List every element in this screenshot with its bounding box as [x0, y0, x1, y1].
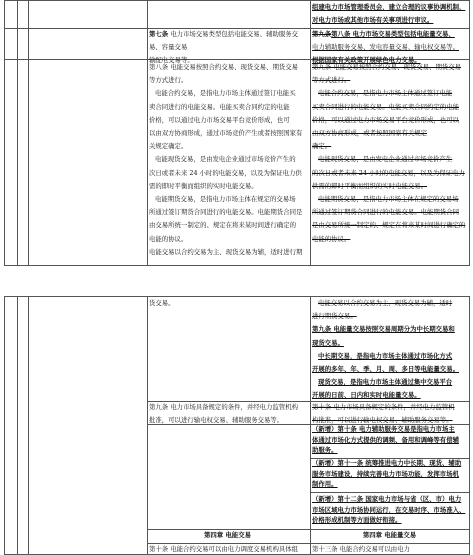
art8-right-line-4: 买卖合同进行的电能交易。电能买卖合同约定的电能 [312, 102, 459, 111]
art9-new-line-1: 第九条 电能量交易按照交易周期分为中长期交易和 [312, 325, 455, 334]
mid-long-line-1: 中长期交易，是指电力市场主体通过市场化方式 [318, 351, 453, 360]
art8-left-line-1: 第八条 电能交易按照合约交易、现货交易、期货交易 [149, 63, 299, 71]
art9-left [146, 400, 309, 423]
cont-right-line-2: 进行期货交易。 [312, 312, 357, 321]
mid-long-line-2: 开展的多年、年、季、月、周、多日等电能量交易。 [312, 365, 459, 374]
art8-left-line-9: 次日或者未来 24 小时的电能交易，以及为保证电力供 [149, 168, 302, 177]
cont-left [146, 296, 309, 400]
art8-right-line-11: 电能期货交易，是指电力市场主体在规定的交易场 [318, 195, 459, 204]
art8-right-line-2: 等方式进行。 [312, 76, 351, 85]
art7-left-line-2: 输配电交易等。 [149, 56, 194, 65]
art8-left-line-6: 以由双方协商形成，通过市场竞价产生或者按照国家有 [149, 129, 303, 138]
cont-right-line-1: 电能交易以合约交易为主、现货交易为辅，适时 [318, 299, 453, 307]
art10-right-line-1: 第十条 电力市场具备规定的条件，并经电力监管机 [312, 403, 455, 411]
art10-right-line-2: 构批准，可以进行输电权交易、辅助服务交易等。 [312, 416, 453, 425]
art8-left-line-15: 电能交易以合约交易为主、现货交易为辅，适时进行期 [149, 247, 303, 256]
art8-right-line-8: 电能现货交易，是由发电企业通过市场竞价产生 [318, 155, 453, 164]
art8-left-line-8: 电能现货交易，是由发电企业通过市场竞价产生的 [155, 155, 296, 164]
art7-right-line-2: 电力辅助服务交易、发电容量交易、输电权交易等。 [312, 43, 459, 52]
spot-line-1: 现货交易，是指电力市场主体通过集中交易平台 [318, 378, 453, 387]
art7-right-line-1: 第九条第八条 电力市场交易类型包括电能量交易、 [312, 30, 455, 38]
cont-right [309, 296, 470, 400]
art8-right-line-13: 是由交易所统一制定的、规定在将来某时间进行确定的 [312, 221, 466, 230]
art8-right-line-10: 供需的即时平衡而组织的实时电能交易。 [312, 181, 428, 190]
art10-left: 第十条 电能合约交易可以由电力调度交易机构具体组 [149, 545, 299, 553]
art8-right-line-9: 的次日或者未来 24 小时的电能交易，以及为保证电力 [312, 168, 465, 177]
art8-right-line-5: 价格，可以通过电力市场交易平台竞价形成，也可以 [312, 115, 459, 124]
art8-left-line-11: 电能期货交易，是指电力市场主体在规定的交易场 [155, 195, 296, 204]
art7-left-line-1: 第七条 电力市场交易类型包括电能交易、辅助服务交易、容量交易 [149, 30, 299, 52]
art8-right-line-3: 电能合约交易，是指电力市场主体通过签订电能 [318, 89, 453, 98]
art7-left [146, 27, 309, 65]
art8-left-line-2: 等方式进行。 [149, 76, 188, 85]
intro-line-1: 组建电力市场管理委员会，建立合理的议事协调机制， [312, 3, 466, 11]
art8-right [309, 58, 470, 266]
art9-left-line-2: 批准，可以进行输电权交易、辅助服务交易等。 [149, 416, 284, 425]
art8-right-line-14: 电能的协议。 [312, 234, 351, 243]
intro-right [309, 0, 470, 27]
art8-left [146, 58, 309, 266]
added-art-10: （新增）第十条 电力辅助服务交易是指电力市场主 体通过市场化方式提供的调频、备用和调峰等有偿辅 助服务。 [312, 425, 459, 454]
art7-right [309, 27, 470, 65]
art8-right-line-1: 第九条 电能交易按照合约交易、现货交易、期货交易 [312, 63, 462, 71]
art9-new-line-2: 现货交易。 [312, 338, 344, 347]
art8-left-line-4: 卖合同进行的电能交易。电能买卖合同约定的电能 [149, 102, 290, 111]
spot-line-2: 开展的日前、日内和实时电能量交易。 [312, 391, 421, 400]
art8-right-line-6: 由双方协商形成，或者按照国家有关规定 [312, 129, 428, 138]
added-art-11: （新增）第十一条 统筹推进电力中长期、现货、辅助 服务市场建设，持续完善电力市场功能，发挥市场机 制作用。 [312, 459, 462, 488]
art8-left-line-14: 电能的协议。 [149, 234, 188, 243]
art8-left-line-10: 需的即时平衡而组织的实时电能交易。 [149, 181, 258, 190]
chapter-left: 第四章 电能交易 [204, 531, 251, 539]
art8-right-line-12: 所通过签订期货合同进行的电能交易。电能期货合同 [312, 208, 459, 217]
art8-left-line-3: 电能合约交易，是指电力市场主体通过签订电能买 [155, 89, 296, 98]
art8-left-line-13: 由交易所统一制定的、规定在将来某时间进行确定的 [149, 221, 296, 230]
art8-left-line-7: 关规定确定。 [149, 142, 188, 151]
art9-left-line-1: 第九条 电力市场具备规定的条件，并经电力监管机构 [149, 403, 299, 411]
art8-right-line-7: 确定。 [312, 142, 332, 151]
chapter-right: 第四章 电能量交易 [362, 531, 417, 539]
top-page [0, 0, 473, 276]
added-art-12: （新增）第十二条 国家电力市场与省（区、市）电力 市场区域电力市场协同运行，在交易时序、市场准入、 价格形成机制等方面做好衔接。 [312, 495, 466, 524]
intro-line-2: 对电力市场或其他市场有关事项进行审议。 [312, 16, 434, 25]
art7-right-line-3: 根据国家有关政策开展绿色电力交易。 [312, 56, 421, 65]
cont-left-line: 货交易。 [149, 299, 175, 307]
bottom-page [0, 296, 473, 555]
art10-right [309, 400, 470, 423]
art8-left-line-5: 价格，可以通过电力市场交易平台竞价形成，也可 [149, 115, 290, 124]
page-gap [0, 276, 473, 296]
art8-left-line-12: 所通过签订期货合同进行的电能交易。电能期货合同是 [149, 208, 303, 217]
art13-right: 第十三条 电能合约交易可以由电力 [312, 545, 410, 553]
